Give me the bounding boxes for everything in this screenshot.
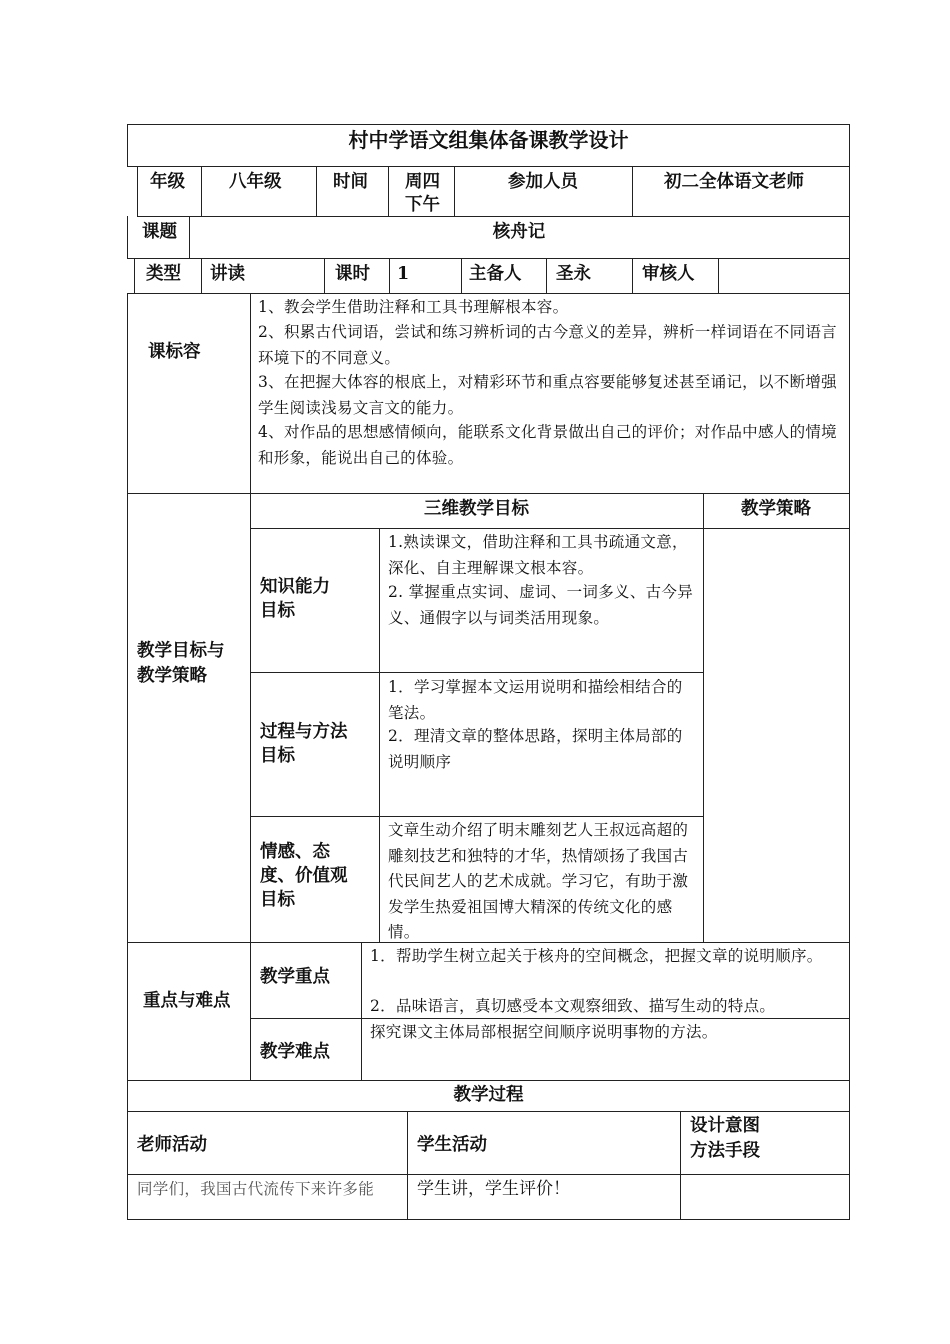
- participants-label: 参加人员: [508, 172, 578, 192]
- focus-label: 教学重点: [260, 967, 330, 987]
- rule: [680, 1111, 681, 1219]
- rule: [849, 493, 850, 942]
- hours-label: 课时: [335, 264, 370, 284]
- topic-label: 课题: [142, 222, 177, 242]
- knowledge-label-2: 目标: [260, 601, 295, 621]
- standards-item-1: 1、教会学生借助注释和工具书理解根本容。: [258, 298, 569, 316]
- focus-text-2: 2．品味语言，真切感受本文观察细致、描写生动的特点。: [370, 997, 776, 1015]
- process-text-2: 2．理清文章的整体思路，探明主体局部的说明顺序: [388, 727, 683, 771]
- difficulty-label: 教学难点: [260, 1042, 330, 1062]
- emotion-label-2: 度、价值观: [260, 866, 348, 886]
- type-value: 讲读: [210, 264, 245, 284]
- rule: [388, 166, 389, 216]
- rule: [407, 1111, 408, 1219]
- knowledge-label-1: 知识能力: [260, 577, 330, 597]
- design-header-2: 方法手段: [690, 1141, 760, 1161]
- process-label-2: 目标: [260, 746, 295, 766]
- rule: [127, 293, 850, 294]
- rule: [546, 258, 547, 293]
- time-value-line2: 下午: [405, 195, 440, 215]
- strategy-header: 教学策略: [741, 499, 811, 519]
- type-label: 类型: [146, 264, 181, 284]
- rule: [250, 672, 703, 673]
- participants-value: 初二全体语文老师: [664, 172, 804, 192]
- rule: [632, 258, 633, 293]
- rule: [127, 493, 850, 494]
- student-header: 学生活动: [417, 1135, 487, 1155]
- rule: [127, 258, 850, 259]
- standards-label: 课标容: [148, 342, 201, 362]
- key-points-label: 重点与难点: [143, 991, 231, 1011]
- rule: [250, 816, 703, 817]
- rule: [718, 258, 719, 293]
- standards-item-2: 2、积累古代词语，尝试和练习辨析词的古今意义的差异，辨析一样词语在不同语言环境下的不同意义。: [258, 323, 837, 367]
- rule: [324, 258, 325, 293]
- reviewer-label: 审核人: [642, 264, 695, 284]
- rule: [849, 216, 850, 258]
- rule: [250, 493, 251, 942]
- rule: [703, 493, 704, 942]
- process-title: 教学过程: [453, 1085, 524, 1105]
- rule: [454, 166, 455, 216]
- rule: [127, 124, 850, 125]
- rule: [316, 166, 317, 216]
- rule: [250, 942, 251, 1080]
- rule: [361, 942, 362, 1080]
- rule: [127, 166, 850, 167]
- rule: [379, 528, 380, 942]
- design-header-1: 设计意图: [690, 1116, 760, 1136]
- standards-item-3: 3、在把握大体容的根底上，对精彩环节和重点容要能够复述甚至诵记，以不断增强学生阅读浅易文言文的能力。: [258, 373, 837, 417]
- rule: [201, 166, 202, 216]
- rule: [137, 216, 850, 217]
- preparer-label: 主备人: [469, 264, 522, 284]
- difficulty-text: 探究课文主体局部根据空间顺序说明事物的方法。: [370, 1023, 718, 1041]
- document-title: 村中学语文组集体备课教学设计: [348, 128, 629, 152]
- rule: [127, 1174, 850, 1175]
- emotion-text: 文章生动介绍了明末雕刻艺人王叔远高超的雕刻技艺和独特的才华，热情颂扬了我国古代民间艺人的艺术成就。学习它，有助于激发学生热爱祖国博大精深的传统文化的感情。: [388, 821, 689, 941]
- standards-item-4: 4、对作品的思想感情倾向，能联系文化背景做出自己的评价；对作品中感人的情境和形象，能说出自己的体验。: [258, 423, 837, 467]
- rule: [389, 258, 390, 293]
- objectives-section-label-2: 教学策略: [137, 666, 207, 686]
- rule: [127, 293, 128, 493]
- rule: [127, 1111, 850, 1112]
- knowledge-text-2: 2. 掌握重点实词、虚词、一词多义、古今异义、通假字以与词类活用现象。: [388, 583, 694, 627]
- knowledge-text-1: 1.熟读课文，借助注释和工具书疏通文意，深化、自主理解课文根本容。: [388, 533, 688, 577]
- rule: [127, 216, 128, 258]
- emotion-label-3: 目标: [260, 890, 295, 910]
- rule: [849, 942, 850, 1080]
- rule: [250, 528, 850, 529]
- focus-text-1: 1．帮助学生树立起关于核舟的空间概念，把握文章的说明顺序。: [370, 947, 823, 965]
- teacher-activity: 同学们，我国古代流传下来许多能: [137, 1180, 375, 1198]
- rule: [461, 258, 462, 293]
- grade-label: 年级: [150, 172, 185, 192]
- rule: [250, 293, 251, 493]
- rule: [201, 258, 202, 293]
- rule: [849, 166, 850, 216]
- hours-value: 1: [397, 264, 410, 284]
- emotion-label-1: 情感、态: [260, 842, 330, 862]
- rule: [849, 258, 850, 293]
- student-activity: 学生讲，学生评价！: [417, 1179, 570, 1199]
- goals-header: 三维教学目标: [424, 499, 529, 519]
- time-value-line1: 周四: [405, 172, 440, 192]
- rule: [849, 293, 850, 493]
- teacher-header: 老师活动: [137, 1135, 207, 1155]
- rule: [127, 1080, 850, 1081]
- preparer-value: 圣永: [556, 264, 591, 284]
- rule: [127, 1219, 850, 1220]
- time-label: 时间: [333, 172, 368, 192]
- topic-value: 核舟记: [492, 222, 546, 242]
- grade-value: 八年级: [229, 172, 282, 192]
- rule: [632, 166, 633, 216]
- rule: [127, 942, 128, 1080]
- process-label-1: 过程与方法: [260, 722, 348, 742]
- objectives-section-label-1: 教学目标与: [137, 641, 225, 661]
- rule: [137, 166, 138, 216]
- process-text-1: 1．学习掌握本文运用说明和描绘相结合的笔法。: [388, 678, 683, 722]
- rule: [127, 493, 128, 942]
- rule: [134, 258, 135, 293]
